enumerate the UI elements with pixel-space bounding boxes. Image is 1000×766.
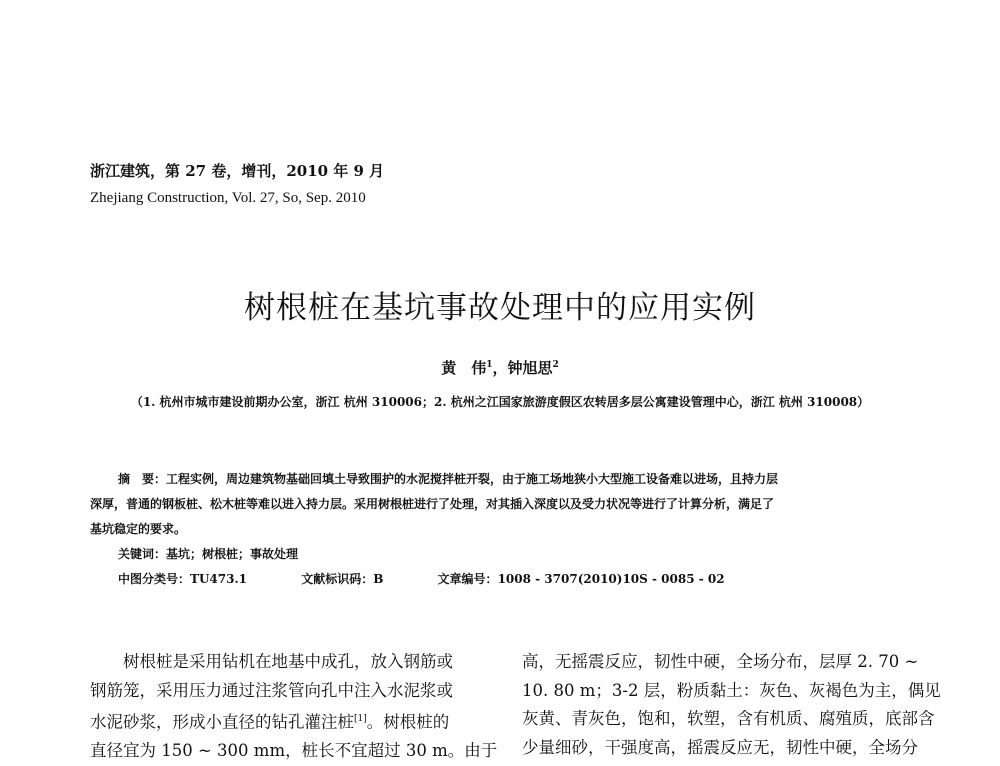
citation-ref[interactable]: [1] xyxy=(354,714,367,724)
journal-citation-cn: 浙江建筑，第 27 卷，增刊，2010 年 9 月 xyxy=(90,162,385,180)
body-text: 水泥砂浆，形成小直径的钻孔灌注桩 xyxy=(90,712,354,732)
keywords-label: 关键词： xyxy=(118,547,167,561)
body-line: 直径宜为 150 ~ 300 mm，桩长不宜超过 30 m。由于 xyxy=(90,741,498,760)
author-2: 钟旭思 xyxy=(507,359,553,377)
doc-code-label: 文献标识码： xyxy=(301,572,374,586)
article-no-label: 文章编号： xyxy=(437,572,498,586)
author-1-affil: 1 xyxy=(486,360,493,370)
abstract-line-2: 深厚，普通的钢板桩、松木桩等难以进入持力层。采用树根桩进行了处理，对其插入深度以及受力状况等进行了计算分析，满足了 xyxy=(90,497,775,511)
article-title: 树根桩在基坑事故处理中的应用实例 xyxy=(244,290,756,326)
author-1: 黄 伟 xyxy=(441,359,487,377)
abstract-line-3: 基坑稳定的要求。 xyxy=(90,522,187,536)
abstract-line-1 xyxy=(118,470,778,487)
body-text: 。树根桩的 xyxy=(366,712,450,732)
abstract-text: 工程实例，周边建筑物基础回填土导致围护的水泥搅拌桩开裂，由于施工场地狭小大型施工设备难以进场，且持力层 xyxy=(166,472,779,486)
clc-label: 中图分类号： xyxy=(118,572,191,586)
doc-code-value: B xyxy=(373,572,384,586)
clc-value: TU473.1 xyxy=(190,572,247,586)
body-line: 钢筋笼，采用压力通过注浆管向孔中注入水泥浆或 xyxy=(90,680,453,700)
body-line: 高，无摇震反应，韧性中硬，全场分布，层厚 2. 70 ~ xyxy=(522,652,919,671)
author-2-affil: 2 xyxy=(552,360,559,370)
body-column-right xyxy=(522,648,941,762)
author-separator: ， xyxy=(492,359,508,377)
affiliations: （1. 杭州市城市建设前期办公室，浙江 杭州 310006；2. 杭州之江国家旅游度假区农转居多层公寓建设管理中心，浙江 杭州 310008） xyxy=(130,395,870,409)
body-line: 少量细砂，干强度高，摇震反应无，韧性中硬，全场分 xyxy=(522,737,918,757)
keywords xyxy=(118,545,298,562)
article-no-value: 1008 - 3707(2010)10S - 0085 - 02 xyxy=(497,572,725,586)
body-line: 树根桩是采用钻机在地基中成孔，放入钢筋或 xyxy=(90,652,453,671)
body-line xyxy=(90,705,490,737)
journal-citation-en: Zhejiang Construction, Vol. 27, So, Sep. 2010 xyxy=(90,190,366,206)
abstract-label: 摘 要： xyxy=(118,472,167,486)
keywords-value: 基坑；树根桩；事故处理 xyxy=(166,547,299,561)
classification-line xyxy=(118,570,725,587)
body-line: 10. 80 m；3-2 层，粉质黏土：灰色、灰褐色为主，偶见 xyxy=(522,680,941,700)
body-column-left xyxy=(90,648,498,766)
authors xyxy=(0,357,1000,378)
body-line: 灰黄、青灰色，饱和，软塑，含有机质、腐殖质，底部含 xyxy=(522,709,935,728)
